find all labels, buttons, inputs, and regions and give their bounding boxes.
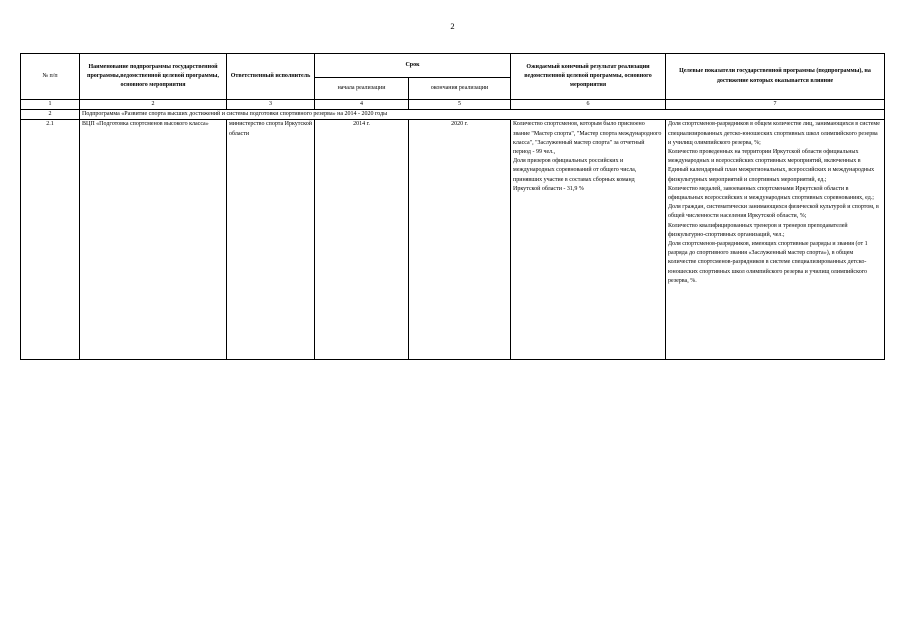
subprogram-title: Подпрограмма «Развитие спорта высших достижений и системы подготовки спортивного резерва» на 2014 - 2020 годы — [80, 110, 885, 120]
subprogram-row — [21, 110, 885, 120]
result-item: Доля призеров официальных российских и международных соревнований от общего числа, принявших участие в составах сборных команд Иркутской области - 31,9 % — [513, 158, 637, 192]
header-executor: Ответственный исполнитель — [227, 54, 315, 100]
header-name: Наименование подпрограммы государственной программы,ведомственной целевой программы, основного мероприятия — [80, 54, 227, 100]
row-num: 2.1 — [21, 120, 80, 360]
column-number: 4 — [315, 100, 409, 110]
indicator-item: Доля спортсменов-разрядников, имеющих спортивные разряды и звания (от 1 разряда до спортивного звания «Заслуженный мастер спорта»), в общем количестве спортсменов-разрядников в системе специализированных детско-юношеских спортивных школ олимпийского резерва и училищ олимпийского резерва, %. — [668, 241, 868, 284]
program-table — [20, 53, 885, 360]
row-indicators — [666, 120, 885, 360]
page-number: 2 — [450, 21, 455, 31]
column-number: 2 — [80, 100, 227, 110]
subprogram-num: 2 — [21, 110, 80, 120]
header-result: Ожидаемый конечный результат реализации ведомственной целевой программы, основного мероприятия — [511, 54, 666, 100]
header-indicators: Целевые показатели государственной программы (подпрограммы), на достижение которых оказывается влияние — [666, 54, 885, 100]
result-item: Количество спортсменов, которым было присвоено звание "Мастер спорта", "Мастер спорта международного класса", "Заслуженный мастер спорта" за отчетный период - 99 чел., — [513, 121, 662, 156]
header-srok-end: окончания реализации — [409, 78, 511, 100]
indicator-item: Количество медалей, завоеванных спортсменами Иркутской области в официальных всероссийских и международных спортивных соревнованиях, ед.; — [668, 185, 874, 202]
column-number: 3 — [227, 100, 315, 110]
indicator-item: Доля граждан, систематически занимающихся физической культурой и спортом, в общей численности населения Иркутской области, %; — [668, 204, 879, 220]
column-number: 5 — [409, 100, 511, 110]
column-number: 1 — [21, 100, 80, 110]
table-row — [21, 120, 885, 360]
row-end: 2020 г. — [409, 120, 511, 360]
row-start: 2014 г. — [315, 120, 409, 360]
column-numbers-row — [21, 100, 885, 110]
row-results — [511, 120, 666, 360]
header-srok-start: начала реализации — [315, 78, 409, 100]
column-number: 6 — [511, 100, 666, 110]
column-number: 7 — [666, 100, 885, 110]
indicator-item: Доля спортсменов-разрядников в общем количестве лиц, занимающихся в системе специализированных детско-юношеских спортивных школ олимпийского резерва и училищ олимпийского резерва, %; — [668, 121, 880, 146]
indicator-item: Количество квалифицированных тренеров и тренеров преподавателей физкультурно-спортивных организаций, чел.; — [668, 222, 848, 238]
header-srok: Срок — [315, 54, 511, 78]
row-executor: министерство спорта Иркутской области — [227, 120, 315, 360]
row-name: ВЦП «Подготовка спортсменов высокого класса» — [80, 120, 227, 360]
indicator-item: Количество проведенных на территории Иркутской области официальных международных и всероссийских спортивных мероприятий, включенных в Единый календарный план межрегиональных, всероссийских и международных физкультурных мероприятий и спортивных мероприятий, ед.; — [668, 149, 875, 183]
header-num: № п/п — [21, 54, 80, 100]
